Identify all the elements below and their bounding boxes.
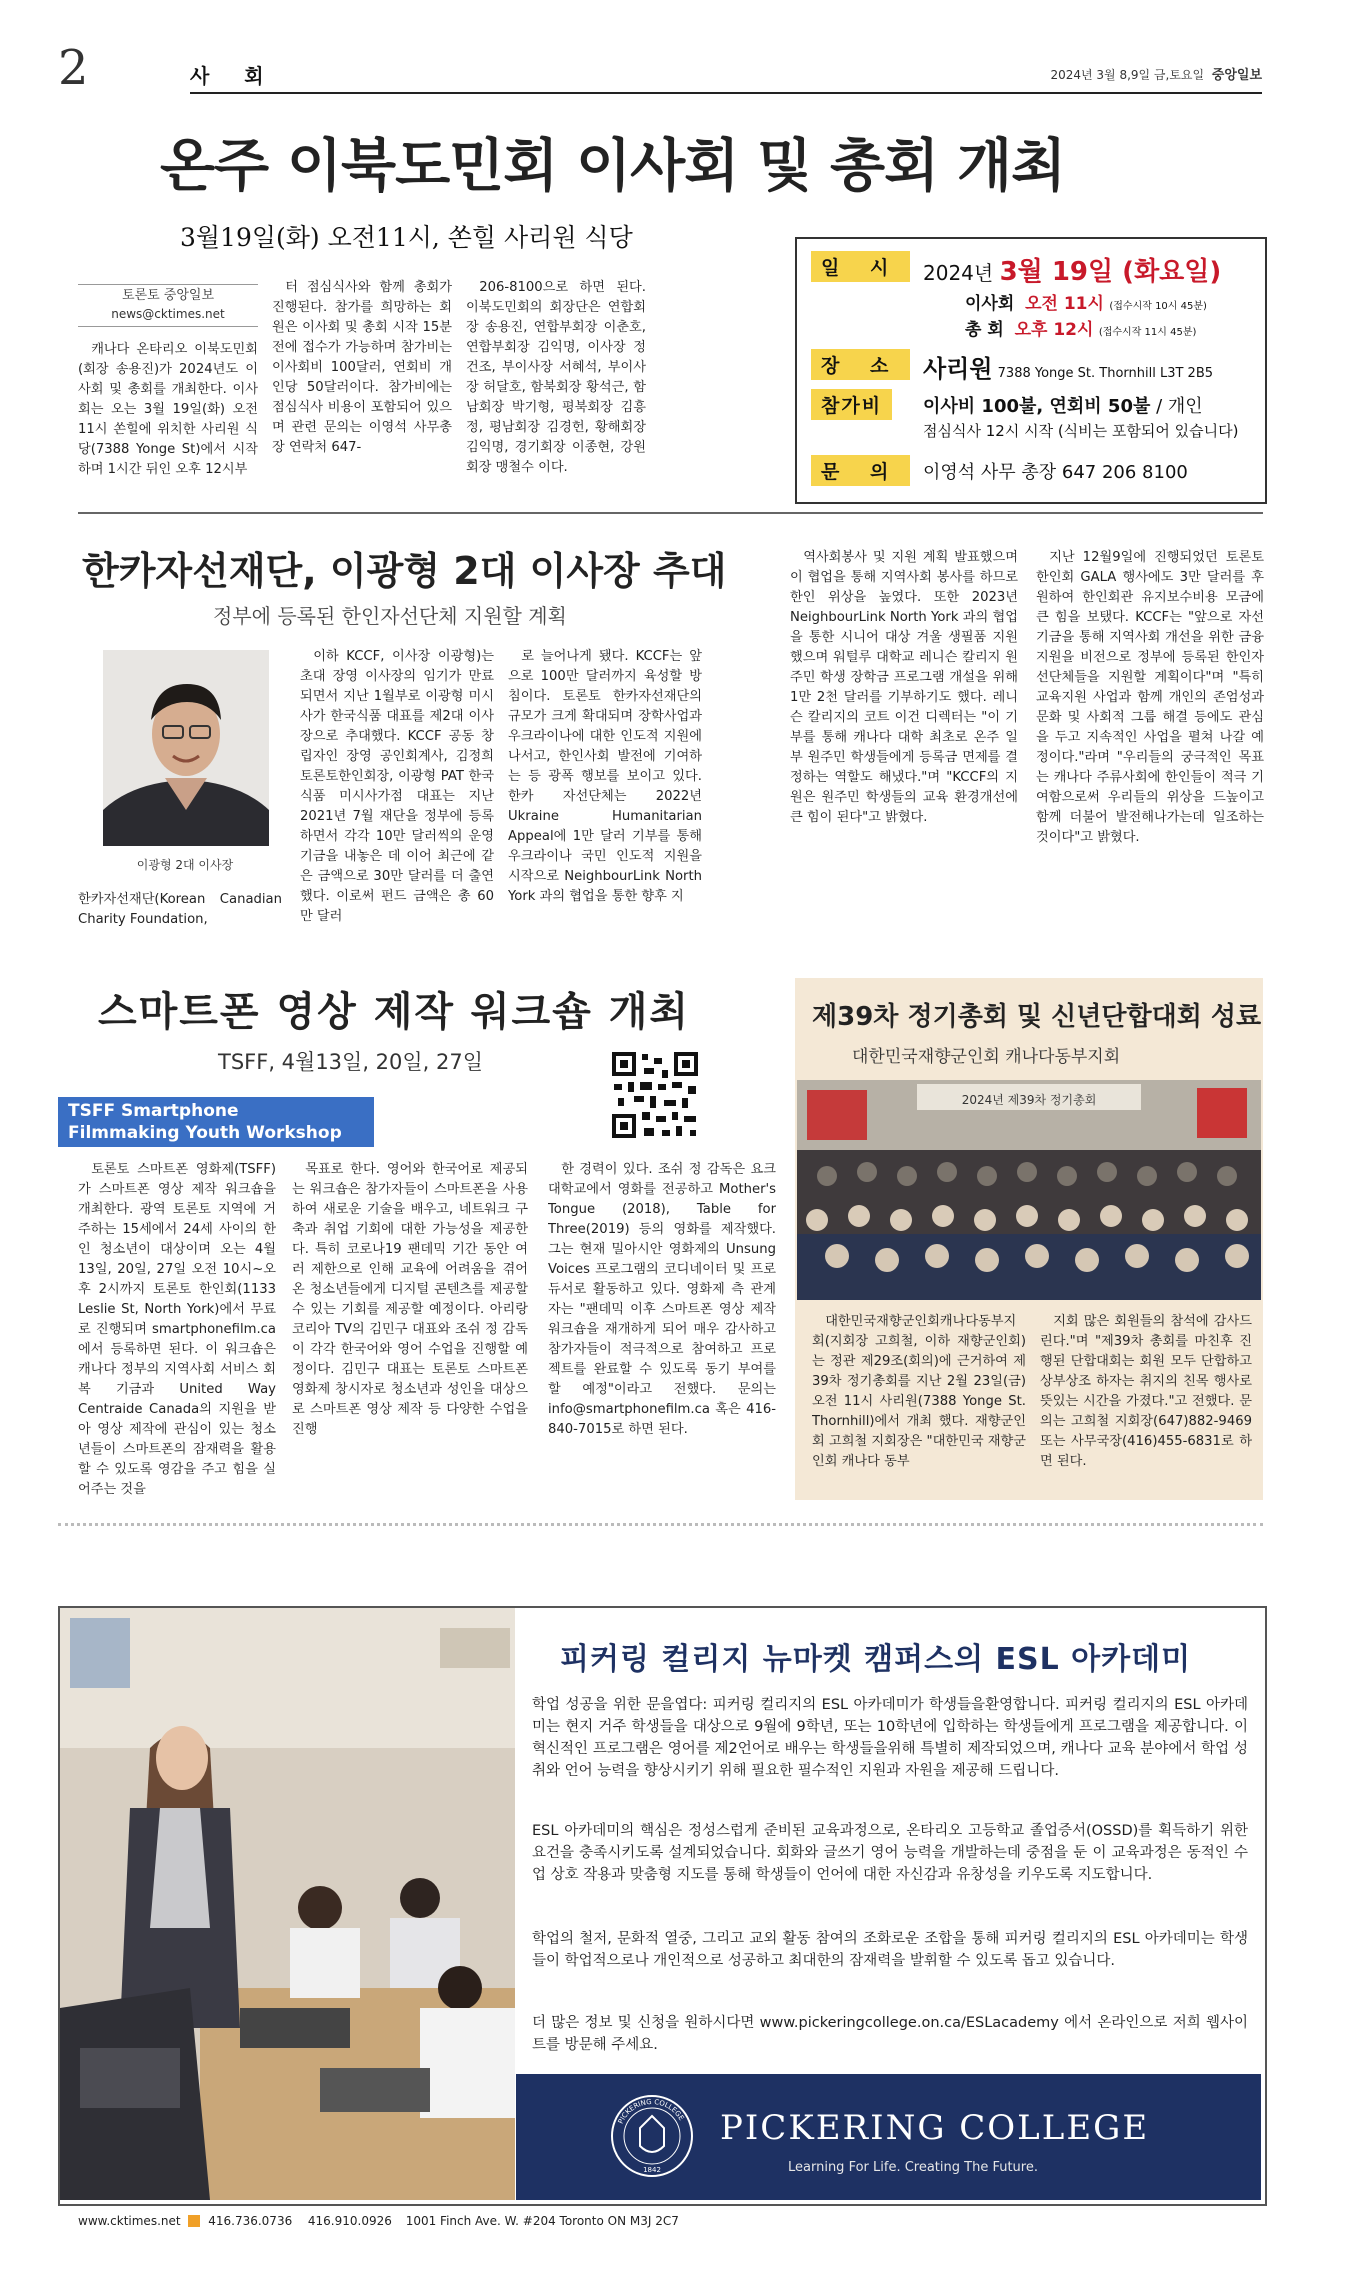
info-board-meeting: 이사회 오전 11시 (접수시작 10시 45분) [965, 294, 1207, 314]
article1-col1: 캐나다 온타리오 이북도민회(회장 송용진)가 2024년도 이사회 및 총회를 개최한다. 이사회는 오는 3월 19일(화) 오전 11시 쏜힐에 위치한 사리원 식당(7388 Yonge St)에서 시작하며 1시간 뒤인 오후 12시부 [78, 342, 258, 477]
article1-subtitle: 3월19일(화) 오전11시, 쏜힐 사리원 식당 [180, 223, 633, 252]
workshop-banner: TSFF Smartphone Filmmaking Youth Workshop [58, 1097, 374, 1147]
info-label-place: 장 소 [811, 349, 910, 380]
article3-col1: 토론토 스마트폰 영화제(TSFF)가 스마트폰 영상 제작 워크숍을 개최한다. 광역 토론토 지역에 거주하는 15세에서 24세 사이의 한인 청소년이 대상이며 오는 4월 13일, 20일, 27일 오전 10시~오후 2시까지 토론토 한인회(1133 Leslie St, North York)에서 무료로 진행되며 smartphonefilm.ca에서 등록하면 된다. 이 워크숍은 캐나다 정부의 지역사회 서비스 회복 기금과 United Way Centraide Canada의 지원을 받아 영상 제작에 관심이 있는 청소년들이 스마트폰의 잠재력을 활용할 수 있도록 영감을 주고 힘을 실어주는 것을 [78, 1162, 276, 1497]
article4-col1: 대한민국재향군인회캐나다동부지회(지회장 고희철, 이하 재향군인회)는 정관 제29조(회의)에 근거하여 제39차 정기총회를 지난 2월 23일(금) 오전 11시 사리원(7388 Yonge St. Thornhill)에서 개최 했다. 재향군인회 고희철 지회장은 "대한민국 재향군인회 캐나다 동부 [812, 1314, 1026, 1469]
qr-code[interactable] [610, 1050, 700, 1140]
info-label-fee: 참가비 [811, 389, 892, 420]
info-date: 2024년 3월 19일 (화요일) [923, 257, 1222, 287]
info-place: 사리원 7388 Yonge St. Thornhill L3T 2B5 [923, 355, 1214, 383]
svg-text:PICKERING COLLEGE: PICKERING COLLEGE [616, 2097, 686, 2126]
footer [78, 2214, 679, 2228]
byline-rule [78, 284, 258, 285]
dotted-divider [58, 1523, 1263, 1526]
article4-subtitle: 대한민국재향군인회 캐나다동부지회 [852, 1047, 1121, 1067]
info-general-meeting: 총 회 오후 12시 (접수시작 11시 45분) [965, 320, 1197, 340]
info-label-contact: 문 의 [811, 455, 910, 486]
pickering-logo-tagline: Learning For Life. Creating The Future. [788, 2160, 1038, 2175]
article1-col2: 터 점심식사와 함께 총회가 진행된다. 참가를 희망하는 회원은 이사회 및 총회 시작 15분 전에 접수가 가능하며 참가비는 이사회비 100달러, 연회비 개인당 50달러이다. 참가비에는 점심식사 비용이 포함되어 있으며 관련 문의는 이영석 사무총장 연락처 647- [272, 280, 452, 455]
article1-byline: 토론토 중앙일보 news@cktimes.net [111, 288, 225, 321]
page-number: 2 [58, 40, 89, 96]
footer-url[interactable]: www.cktimes.net [78, 2214, 181, 2228]
article2-col2: 이하 KCCF, 이사장 이광형)는 초대 장영 이사장의 임기가 만료되면서 지난 1월부로 이광형 미시사가 한국식품 대표를 제2대 이사장으로 추대했다. KCCF 공동 창립자인 장영 공인회계사, 김정희 토론토한인회장, 이광형 PAT 한국식품 미시사가점 대표는 지난 2021년 7월 재단을 정부에 등록하면서 각각 10만 달러씩의 운영기금을 내놓은 데 이어 최근에 같은 금액으로 30만 달러를 더 출연했다. 이로써 펀드 금액은 총 60만 달러 [300, 649, 494, 924]
article2-portrait-photo [103, 650, 269, 846]
pickering-logo-name: PICKERING COLLEGE [720, 2108, 1150, 2148]
article2-col4: 역사회봉사 및 지원 계획 발표했으며 이 협업을 통해 지역사회 봉사를 하므로 한인 위상을 높였다. 또한 2023년 NeighbourLink North York 과의 협업을 통한 시니어 대상 겨울 생필품 지원했으며 워털루 대학교 레니슨 칼리지 원주민 학생 장학금 프로그램 개설을 위해 1만 2천 달러를 기부하기도 했다. 레니슨 칼리지의 코트 이건 디렉터는 "이 기부를 통해 캐나다 대학 최초로 온주 일부 원주민 학생들에게 등록금 면제를 결정하는 역할도 해냈다."며 "KCCF의 지원은 원주민 학생들의 교육 환경개선에 큰 힘이 된다"고 밝혔다. [790, 550, 1018, 825]
article3-title: 스마트폰 영상 제작 워크숍 개최 [98, 989, 691, 1035]
article2-subtitle: 정부에 등록된 한인자선단체 지원할 계획 [213, 604, 567, 628]
byline-rule-bottom [78, 326, 258, 327]
photo-banner-text: 2024년 제39차 정기총회 [961, 1093, 1097, 1107]
info-lunch: 점심식사 12시 시작 (식비는 포함되어 있습니다) [923, 422, 1239, 440]
info-label-date: 일 시 [811, 251, 910, 282]
article2-col1: 한카자선재단(Korean Canadian Charity Foundation, [78, 892, 282, 927]
article3-col2: 목표로 한다. 영어와 한국어로 제공되는 워크숍은 참가자들이 스마트폰을 사용하여 새로운 기술을 배우고, 네트워크 구축과 취업 기회에 대한 가능성을 제공한다. 특히 코로나19 팬데믹 기간 동안 여러 제한으로 인해 교육에 어려움을 겪어온 청소년들에게 디지털 콘텐츠를 제공할 수 있는 기회를 제공할 예정이다. 아리랑 코리아 TV의 김민구 대표와 조쉬 정 감독이 각각 한국어와 영어 수업을 진행할 예정이다. 김민구 대표는 토론토 스마트폰 영화제 창시자로 청소년과 성인을 대상으로 스마트폰 영상 제작 등 다양한 수업을 진행 [292, 1162, 528, 1437]
svg-text:1842: 1842 [643, 2166, 661, 2174]
article4-group-photo [797, 1080, 1261, 1300]
footer-phone-1: 416.736.0736 [208, 2214, 293, 2228]
ad-title: 피커링 컬리지 뉴마켓 캠퍼스의 ESL 아카데미 [560, 1642, 1192, 1677]
article2-col3: 로 늘어나게 됐다. KCCF는 앞으로 100만 달러까지 육성할 방침이다. 토론토 한카자선재단의 규모가 크게 확대되며 장학사업과 우크라이나에 대한 인도적 지원에 나서고, 한인사회 발전에 기여하는 등 광폭 행보를 보이고 있다. 한카 자선단체는 2022년 Ukraine Humanitarian Appeal에 1만 달러 기부를 통해 우크라이나 국민 인도적 지원을 시작으로 NeighbourLink North York 과의 협업을 통한 향후 지 [508, 649, 702, 904]
article2-col5: 지난 12월9일에 진행되었던 토론토한인회 GALA 행사에도 3만 달러를 후원하여 한인회관 유지보수비용 모금에 큰 힘을 보탰다. KCCF는 "앞으로 자선기금을 통해 지역사회 개선을 위한 금융지원을 비전으로 정부에 등록된 한인자선단체들을 지원할 계획이다"며 "특히 교육지원 사업과 함께 개인의 존엄성과 문화 및 사회적 그룹 해결 등에도 관심을 두고 지속적인 사업을 펼쳐 나갈 예정이다."라며 "우리들의 궁극적인 목표는 캐나다 주류사회에 한인들이 적극 기여함으로써 우리들의 위상을 드높이고 함께 더불어 발전해나가는데 일조하는 것이다"고 밝혔다. [1036, 550, 1264, 845]
article2-photo-caption: 이광형 2대 이사장 [136, 858, 234, 872]
article3-subtitle: TSFF, 4월13일, 20일, 27일 [218, 1050, 484, 1074]
article2-title: 한카자선재단, 이광형 2대 이사장 추대 [82, 549, 727, 593]
ad-paragraph-3: 학업의 철저, 문화적 열중, 그리고 교외 활동 참여의 조화로운 조합을 통해 피커링 컬리지의 ESL 아카데미는 학생들이 학업적으로나 개인적으로 성공하고 최대한의 잠재력을 발휘할 수 있도록 돕고 있습니다. [532, 1931, 1248, 1969]
ad-classroom-photo [60, 1608, 515, 2200]
article3-col3: 한 경력이 있다. 조쉬 정 감독은 요크 대학교에서 영화를 전공하고 Mother's Tongue (2018), Table for Three(2019) 등의 영화를 제작했다. 그는 현재 밀아시안 영화제의 Unsung Voices 프로그램의 코디네이터 및 프로듀서로 활동하고 있다. 영화제 측 관계자는 "팬데믹 이후 스마트폰 영상 제작 워크숍을 재개하게 되어 매우 감사하고 참가자들이 적극적으로 참여하고 프로젝트를 완료할 수 있도록 동기 부여를 할 예정"이라고 전했다. 문의는 info@smartphonefilm.ca 혹은 416-840-7015로 하면 된다. [548, 1162, 776, 1437]
info-fee: 이사비 100불, 연회비 50불 / 개인 [923, 396, 1203, 417]
article1-col3: 206-8100으로 하면 된다. 이북도민회의 회장단은 연합회장 송용진, 연합부회장 이춘호, 연합부회장 김익명, 이사장 정건조, 부이사장 서혜석, 부이사장 허달호, 함북회장 황석근, 함남회장 박기형, 평북회장 김흥정, 평남회장 김경헌, 황해회장 김익명, 경기회장 이종현, 강원회장 맹철수 이다. [466, 280, 646, 475]
ad-paragraph-1: 학업 성공을 위한 문을엽다: 피커링 컬리지의 ESL 아카데미가 학생들을환영합니다. 피커링 컬리지의 ESL 아카데미는 현지 거주 학생들을 대상으로 9월에 9학년, 또는 10학년에 입학하는 학생들에게 프로그램을 제공합니다. 이 혁신적인 프로그램은 영어를 제2언어로 배우는 학생들을위해 특별히 제작되었으며, 캐나다 교육 분야에서 학업 성취와 언어 능력을 향상시키기 위해 필요한 필수적인 지원과 자원을 제공해 드립니다. [532, 1697, 1248, 1779]
masthead: 중앙일보 [1211, 68, 1262, 83]
ad-paragraph-4: 더 많은 정보 및 신청을 원하시다면 www.pickeringcollege.on.ca/ESLacademy 에서 온라인으로 저희 웹사이트를 방문해 주세요. [532, 2015, 1248, 2053]
article4-title: 제39차 정기총회 및 신년단합대회 성료 [812, 1002, 1262, 1032]
section-divider [78, 512, 1263, 514]
section-label: 사 회 [190, 64, 278, 88]
pickering-seal-icon [610, 2094, 694, 2178]
article4-col2: 지회 많은 회원들의 참석에 감사드린다."며 "제39차 총회를 마친후 진행된 단합대회는 회원 모두 단합하고 상부상조 하자는 취지의 친목 행사로 뜻있는 시간을 가졌다."고 전했다. 문의는 고희철 지회장(647)882-9469 또는 사무국장(416)455-6831로 하면 된다. [1040, 1314, 1252, 1469]
ad-paragraph-2: ESL 아카데미의 핵심은 정성스럽게 준비된 교육과정으로, 온타리오 고등학교 졸업증서(OSSD)를 획득하기 위한 요건을 충족시키도록 설계되었습니다. 회화와 글쓰기 영어 능력을 개발하는데 중점을 둔 이 교육과정은 동적인 수업 상호 작용과 맞춤형 지도를 통해 학생들이 언어에 대한 자신감과 유창성을 키우도록 지도합니다. [532, 1823, 1248, 1883]
header-rule [190, 92, 1262, 94]
publication-date: 2024년 3월 8,9일 금,토요일 중앙일보 [1050, 68, 1262, 83]
article1-title: 온주 이북도민회 이사회 및 총회 개최 [160, 133, 1066, 199]
footer-address: 1001 Finch Ave. W. #204 Toronto ON M3J 2C7 [405, 2214, 679, 2228]
event-info-box [795, 237, 1267, 504]
info-contact: 이영석 사무 총장 647 206 8100 [923, 462, 1188, 483]
footer-phone-2: 416.910.0926 [307, 2214, 392, 2228]
phone-icon [188, 2215, 200, 2227]
